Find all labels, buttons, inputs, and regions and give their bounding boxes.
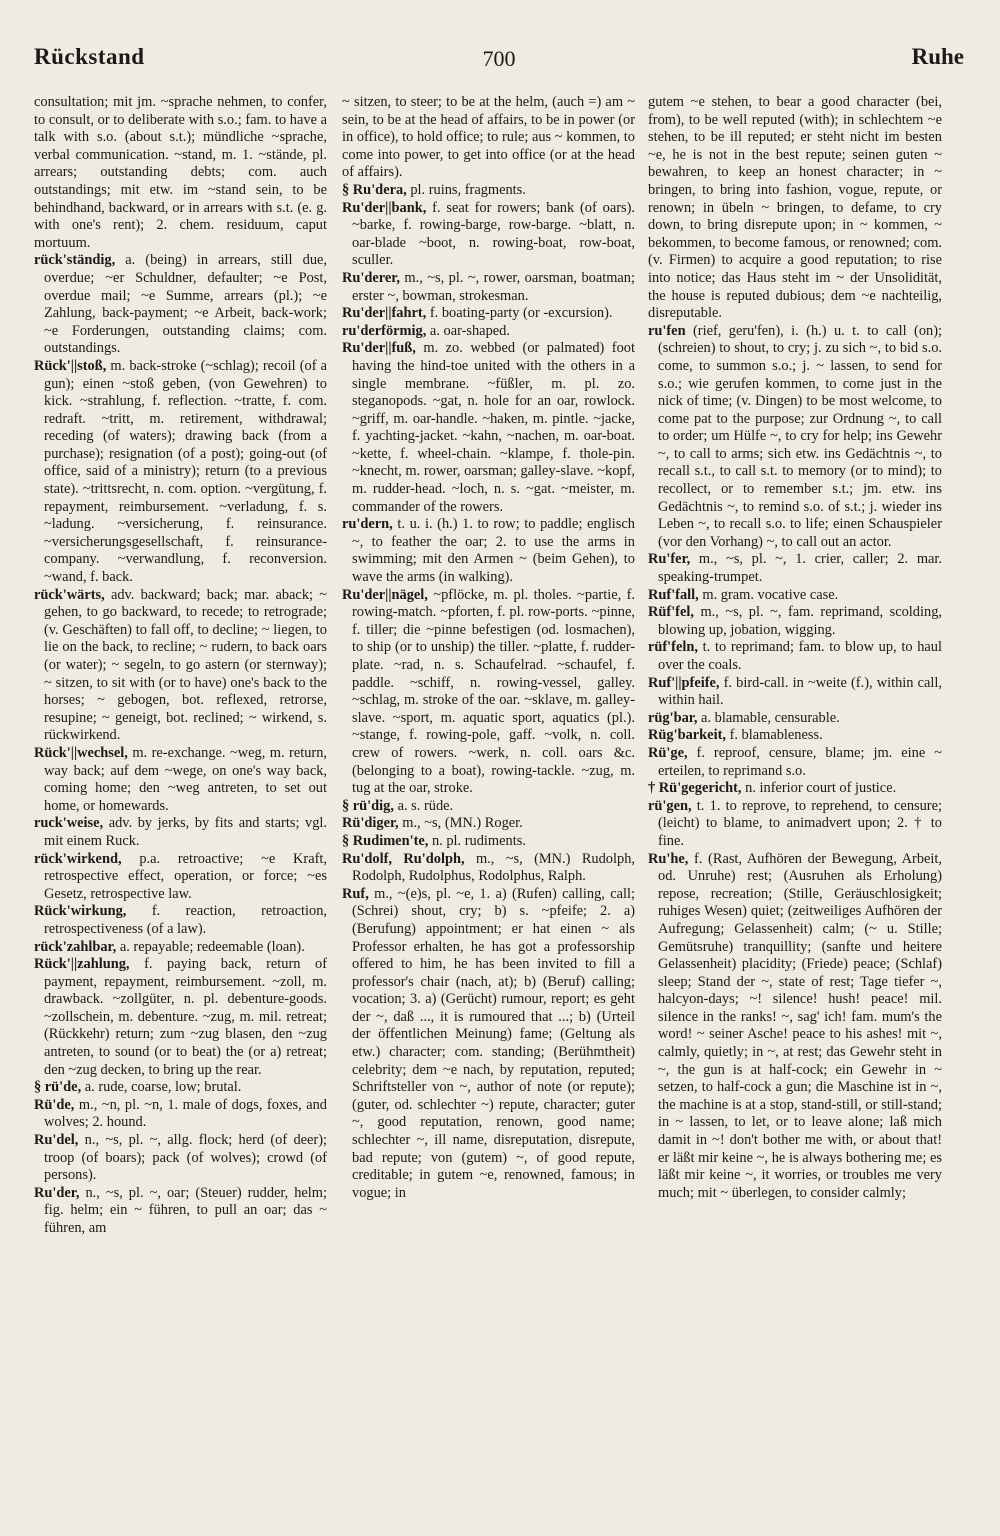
entry-headword: Rück'||stoß, <box>34 357 107 374</box>
entry-definition: consultation; mit jm. ~sprache nehmen, to confer, to consult, or to deliberate with s.o.; fam. to have a talk with s.o. (about s.t.); mündliche ~sprache, verbal communication. ~stand, m. 1. ~stände, pl. arrears; outstanding debts; com. auch outstandings; mit etw. im ~stand sein, to be behindhand, backward, or in arrears with s.t. (e. g. with one's rent); 2. chem. residuum, caput mortuum. <box>34 94 327 251</box>
entry-definition: a. repayable; redeemable (loan). <box>116 938 305 955</box>
entry-headword: rü'gen, <box>648 797 692 814</box>
entry-definition: n. pl. rudiments. <box>428 832 526 849</box>
entry-headword: Rüf'fel, <box>648 604 694 621</box>
entry-definition: ~ sitzen, to steer; to be at the helm, (auch =) am ~ sein, to be at the head of affairs, to be in power (or in office), to hold office; to rule; aus ~ kommen, to come into power, to get into office (or at the head of affairs). <box>342 94 635 181</box>
entry-definition: f. reaction, retroaction, retrospectiveness (of a law). <box>44 903 327 937</box>
entry-headword: Ru'der||fahrt, <box>342 305 427 322</box>
entry-headword: Ru'der||bank, <box>342 199 427 216</box>
dictionary-entry <box>34 851 327 904</box>
entry-headword: Ru'dolf, Ru'dolph, <box>342 850 465 867</box>
page-header <box>34 44 964 80</box>
entry-headword: Ruf'||pfeife, <box>648 674 720 691</box>
entry-headword: rück'ständig, <box>34 252 116 269</box>
dictionary-entry <box>34 94 327 252</box>
entry-headword: Ru'he, <box>648 850 689 867</box>
entry-definition: t. to reprimand; fam. to blow up, to haul over the coals. <box>658 639 942 673</box>
entry-headword: Rü'de, <box>34 1096 75 1113</box>
entry-definition: n., ~s, pl. ~, oar; (Steuer) rudder, helm; fig. helm; ein ~ führen, to pull an oar; das ~ führen, am <box>44 1184 327 1236</box>
entry-definition: adv. backward; back; mar. aback; ~ gehen, to go backward, to recede; to retrograde; (v. Geschäften) to fall off, to decline; ~ liegen, to lie on the back, to recline; ~ rudern, to back oars (or water); ~ segeln, to go astern (or sternway); ~ sitzen, to sit with (or to have) one's back to the horses; ~ gebogen, bot. reflexed, retrorse, resupine; ~ geneigt, bot. reclined; ~ wirkend, s. rückwirkend. <box>44 586 327 744</box>
dictionary-entry <box>648 727 942 745</box>
entry-headword: Ru'fer, <box>648 551 691 568</box>
entry-definition: m., ~s, (MN.) Rudolph, Rodolph, Rudolphus, Rodolphus, Ralph. <box>352 850 635 885</box>
entry-headword: rück'zahlbar, <box>34 938 117 955</box>
running-head-left: Rückstand <box>34 44 145 69</box>
entry-definition: n., ~s, pl. ~, allg. flock; herd (of deer); troop (of boars); pack (of wolves); crowd (of persons). <box>44 1132 327 1184</box>
column-2 <box>342 94 635 1514</box>
dictionary-entry <box>342 200 635 270</box>
dictionary-entry <box>342 833 635 851</box>
entry-definition: m., ~s, pl. ~, 1. crier, caller; 2. mar. speaking-trumpet. <box>658 551 942 586</box>
entry-headword: rück'wärts, <box>34 586 105 603</box>
dictionary-entry <box>648 851 942 1203</box>
entry-headword: † Rü'gegericht, <box>648 780 742 797</box>
dictionary-entry <box>34 1132 327 1185</box>
entry-definition: pl. ruins, fragments. <box>406 181 526 198</box>
entry-headword: ru'dern, <box>342 516 393 533</box>
entry-definition: m. gram. vocative case. <box>698 586 839 603</box>
column-3 <box>648 94 942 1514</box>
entry-definition: m. zo. webbed (or palmated) foot having the hind-toe united with the others in a single membrane. ~füßler, m. pl. zo. steganopods. ~gat, n. hole for an oar, rowlock. ~griff, m. oar-handle. ~haken, m. pintle. ~jacke, f. yachting-jacket. ~kahn, ~nachen, m. oar-boat. ~kette, f. wheel-chain. ~klampe, f. thole-pin. ~knecht, m. rower, oarsman; galley-slave. ~kopf, m. rudder-head. ~loch, n. s. ~gat. ~meister, m. commander of the rowers. <box>352 340 635 515</box>
dictionary-entry <box>648 710 942 728</box>
entry-definition: m., ~s, pl. ~, rower, oarsman, boatman; erster ~, bowman, strokesman. <box>352 269 635 304</box>
entry-definition: f. (Rast, Aufhören der Bewegung, Arbeit, od. Unruhe) rest; (Ausruhen als Erholung) repose, recreation; (Stille, Geräuschlosigkeit; ruhiges Wesen) quiet; (zeitweiliges Aufhören der Aufregung; Gelassenheit) calm; (~ u. Stille; Gemütsruhe) tranquillity; (sanfte und heitere Gelassenheit) placidity; (Friede) peace; (Schlaf) sleep; Stand der ~, state of rest; Tage tiefer ~, halcyon-days; ~! silence! hush! peace! mil. silence in the ranks! ~, sag' ich! fam. mum's the word! ~ seiner Asche! peace to his ashes! mit ~, calmly, quietly; in ~, at rest; das Gewehr steht in ~, the gun is at half-cock; ein Gewehr in ~ setzen, to half-cock a gun; die Maschine ist in ~, the machine is at a stop, stand-still, or still-stand; in ~ lassen, to let, or to leave alone; laß mich damit in ~! don't bother me with, or about that! er läßt mir keine ~, he is always bothering me; es läßt mir keine ~, it worries, or troubles me very much; mit ~ überlegen, to consider calmly; <box>658 850 942 1201</box>
dictionary-entry <box>34 956 327 1079</box>
running-head-right: Ruhe <box>911 44 964 69</box>
dictionary-entry <box>342 323 635 341</box>
dictionary-entry <box>34 358 327 587</box>
entry-definition: f. seat for rowers; bank (of oars). ~barke, f. rowing-barge, row-barge. ~blatt, n. oar-blade ~boot, n. rowing-boat, row-boat, sculler. <box>352 199 635 269</box>
dictionary-entry <box>342 270 635 305</box>
dictionary-entry <box>648 604 942 639</box>
entry-definition: a. rude, coarse, low; brutal. <box>81 1079 242 1096</box>
entry-definition: a. (being) in arrears, still due, overdue; ~er Schuldner, defaulter; ~e Post, overdue mail; ~e Summe, arrears (pl.); ~e Zahlung, back-payment; ~e Arbeit, back-work; ~e Forderungen, outstanding claims; com. outstandings. <box>44 252 327 357</box>
entry-headword: § rü'de, <box>34 1079 82 1096</box>
entry-definition: (rief, geru'fen), i. (h.) u. t. to call (on); (schreien) to shout, to cry; j. zu sich ~, to bid s.o. come, to summon s.o.; j. ~ lassen, to send for s.o.; wie gerufen kommen, to come just in the nick of time; (v. Dingen) to be most welcome, to come pat to the purpose; zur Ordnung ~, to call to order; um Hülfe ~, to cry for help; ins Gewehr ~, to call to arms; sich etw. ins Gedächtnis ~, to recall s.t., to call s.t. to memory (or to mind); to recollect, or to remember s.t.; jm. etw. ins Gedächtnis ~, to remind s.o. of s.t.; j. wieder ins Leben ~, to recall s.o. to life; einen Schauspieler (vor den Vorhang) ~, to call out an actor. <box>658 322 942 550</box>
entry-headword: Rü'ge, <box>648 744 688 761</box>
dictionary-entry <box>648 675 942 710</box>
entry-definition: adv. by jerks, by fits and starts; vgl. mit einem Ruck. <box>44 815 327 849</box>
entry-headword: rüg'bar, <box>648 709 698 726</box>
entry-headword: § rü'dig, <box>342 797 394 814</box>
entry-headword: Ru'der||fuß, <box>342 340 416 357</box>
entry-headword: Rück'wirkung, <box>34 903 127 920</box>
entry-headword: Ru'der, <box>34 1184 80 1201</box>
dictionary-entry <box>34 587 327 745</box>
entry-definition: f. bird-call. in ~weite (f.), within call, within hail. <box>658 674 942 709</box>
dictionary-entry <box>34 1079 327 1097</box>
entry-headword: rüf'feln, <box>648 639 698 656</box>
entry-headword: Ru'der||nägel, <box>342 586 428 603</box>
dictionary-entry <box>34 1185 327 1238</box>
dictionary-entry <box>648 551 942 586</box>
entry-headword: § Ru'dera, <box>342 181 407 198</box>
entry-headword: Rück'||zahlung, <box>34 956 130 973</box>
entry-headword: Ruf'fall, <box>648 586 699 603</box>
dictionary-entry <box>342 798 635 816</box>
entry-definition: m., ~(e)s, pl. ~e, 1. a) (Rufen) calling, call; (Schrei) shout, cry; b) s. ~pfeife; 2. a) (Berufung) appointment; er hat einen ~ als Professor erhalten, he has got a professorship offered to him, he has been invited to fill a professor's chair (nach, at); b) (Beruf) calling; vocation; 3. a) (Gerücht) rumour, report; es geht der ~, daß ..., it is rumoured that ...; b) (Urteil der öffentlichen Meinung) fame; (Geltung als etw.) character; com. standing; (Berühmtheit) celebrity; dem ~e nach, by reputation, reputed; Schriftsteller von ~, author of note (or repute); (guter, od. schlechter ~) repute, character; guter ~, good reputation, renown, good name; schlechter ~, ill name, disreputation, disrepute, bad repute; von (gutem) ~, of good repute, creditable; in gutem ~e, renowned, famous; in vogue; in <box>352 885 635 1201</box>
entry-definition: p.a. retroactive; ~e Kraft, retrospective effect, operation, or force; ~es Gesetz, retrospective law. <box>44 850 327 902</box>
entry-headword: Rück'||wechsel, <box>34 744 128 761</box>
entry-headword: ruck'weise, <box>34 815 104 832</box>
dictionary-entry <box>342 305 635 323</box>
dictionary-entry <box>342 851 635 886</box>
entry-definition: t. 1. to reprove, to reprehend, to censure; (leicht) to blame, to animadvert upon; 2. † to fine. <box>658 797 942 849</box>
entry-headword: ru'derförmig, <box>342 322 427 339</box>
dictionary-entry <box>34 745 327 815</box>
page-number: 700 <box>482 46 516 71</box>
dictionary-entry <box>34 252 327 358</box>
dictionary-entry <box>648 745 942 780</box>
entry-definition: f. reproof, censure, blame; jm. eine ~ erteilen, to reprimand s.o. <box>658 744 942 779</box>
entry-definition: m., ~s, (MN.) Roger. <box>398 815 523 832</box>
entry-headword: rück'wirkend, <box>34 850 122 867</box>
entry-headword: Ru'del, <box>34 1132 79 1149</box>
entry-definition: n. inferior court of justice. <box>741 780 897 797</box>
dictionary-entry <box>342 815 635 833</box>
dictionary-entry <box>342 886 635 1203</box>
entry-definition: f. paying back, return of payment, repayment, reimbursement. ~zoll, m. drawback. ~zollgüter, n. pl. debenture-goods. ~zollschein, m. debenture. ~zug, m. mil. retreat; (Rückkehr) return; zum ~zug blasen, den ~zug antreten, to sound (or to beat) the (or a) retreat; den ~zug decken, to bring up the rear. <box>44 956 327 1078</box>
dictionary-entry <box>34 1097 327 1132</box>
column-1 <box>34 94 327 1514</box>
entry-headword: Ru'derer, <box>342 269 400 286</box>
dictionary-entry <box>342 94 635 182</box>
dictionary-entry <box>648 323 942 552</box>
entry-definition: m. back-stroke (~schlag); recoil (of a gun); einen ~stoß geben, (von Gewehren) to kick. ~strahlung, f. reflection. ~tratte, f. com. redraft. ~tritt, m. retirement, withdrawal; receding (of waters); drawing back (from a purchase); resignation (of a post); going-out (of office, said of a ministry); return (to a previous state). ~trittsrecht, n. com. option. ~vergütung, f. repayment, reimbursement. ~verladung, f. s. ~ladung. ~versicherung, f. reinsurance. ~versicherungsgesellschaft, f. reinsurance-company. ~verwandlung, f. reconversion. ~wand, f. back. <box>44 357 327 586</box>
entry-headword: Rü'diger, <box>342 815 399 832</box>
entry-headword: § Rudimen'te, <box>342 832 429 849</box>
dictionary-entry <box>648 587 942 605</box>
entry-headword: ru'fen <box>648 322 686 339</box>
entry-definition: a. blamable, censurable. <box>697 709 840 726</box>
entry-definition: m., ~n, pl. ~n, 1. male of dogs, foxes, and wolves; 2. hound. <box>44 1096 327 1131</box>
entry-definition: gutem ~e stehen, to bear a good character (bei, from), to be well reputed (with); in schlechtem ~e stehen, to be ill reputed; er steht nicht im besten ~e, he is not in the best repute; seinen guten ~ bewahren, to keep an honest character; in ~ bringen, to bring into fashion, vogue, repute, or renown; in übeln ~ bringen, to defame, to cry down, to bring disrepute upon; in ~ kommen, ~ bekommen, to become famous, or renowned; com. (v. Firmen) to acquire a good reputation; to rise into notice; das Haus steht im ~ der Unsolidität, the house is reputed dubious; dem ~e nachteilig, disreputable. <box>648 94 942 322</box>
dictionary-entry <box>648 94 942 323</box>
entry-definition: t. u. i. (h.) 1. to row; to paddle; englisch ~, to feather the oar; 2. to use the arms in swimming; mit den Armen ~ (beim Gehen), to wave the arms (in walking). <box>352 516 635 586</box>
dictionary-entry <box>342 587 635 798</box>
dictionary-entry <box>648 639 942 674</box>
dictionary-entry <box>34 815 327 850</box>
entry-definition: m., ~s, pl. ~, fam. reprimand, scolding, blowing up, jobation, wigging. <box>658 604 942 638</box>
entry-definition: m. re-exchange. ~weg, m. return, way back; auf dem ~wege, on one's way back, coming home; den ~weg antreten, to set out home, or homewards. <box>44 744 327 814</box>
dictionary-entry <box>34 939 327 957</box>
entry-headword: Ruf, <box>342 885 369 902</box>
dictionary-entry <box>342 182 635 200</box>
entry-definition: a. oar-shaped. <box>426 322 510 339</box>
dictionary-entry <box>34 903 327 938</box>
entry-definition: f. boating-party (or -excursion). <box>426 305 613 322</box>
entry-definition: ~pflöcke, m. pl. tholes. ~partie, f. rowing-match. ~pforten, f. pl. row-ports. ~pinne, f. tiller; die ~pinne befestigen (od. losmachen), to ship (or to unship) the tiller. ~platte, f. rudder-plate. ~rad, n. s. Schaufelrad. ~schaufel, f. paddle. ~schiff, n. rowing-vessel, galley. ~schlag, m. stroke of the oar. ~sklave, m. galley-slave. ~sport, m. aquatic sport, aquatics (pl.). ~stange, f. rowing-pole, gaff. ~volk, n. coll. crew of rowers. ~werk, n. coll. oars &c. (belonging to a boat), rowing-tackle. ~zug, m. tug at the oar, stroke. <box>352 586 635 797</box>
dictionary-entry <box>342 516 635 586</box>
entry-definition: a. s. rüde. <box>393 797 454 814</box>
dictionary-entry <box>648 798 942 851</box>
entry-headword: Rüg'barkeit, <box>648 727 726 744</box>
entry-definition: f. blamableness. <box>725 727 823 744</box>
dictionary-entry <box>648 780 942 798</box>
dictionary-entry <box>342 340 635 516</box>
